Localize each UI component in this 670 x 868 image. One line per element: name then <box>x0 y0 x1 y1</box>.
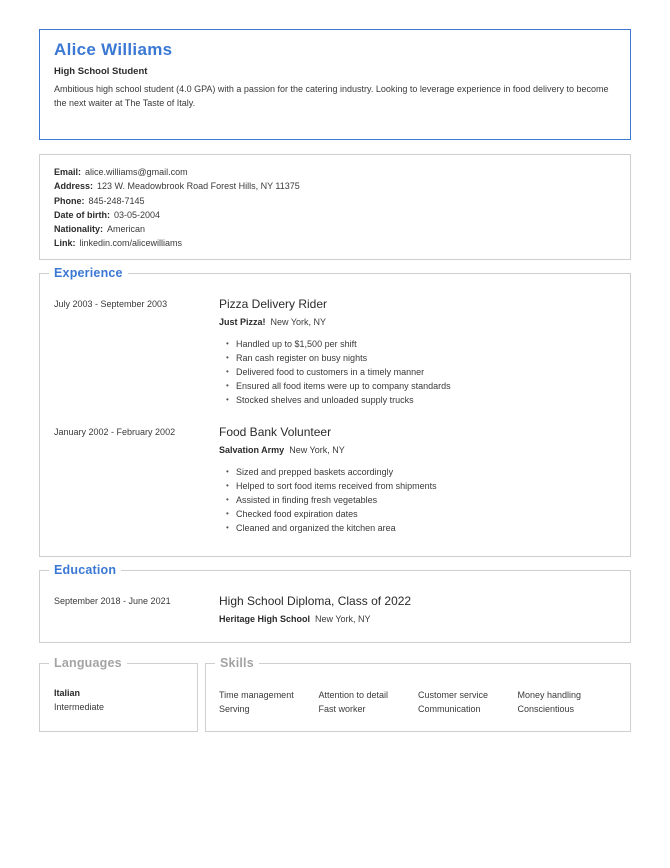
list-item: • Helped to sort food items received from shipments <box>236 479 437 493</box>
contact-email <box>54 165 300 179</box>
phone-value: 845-248-7145 <box>88 195 145 206</box>
nationality-value: American <box>107 224 146 235</box>
skills-grid <box>219 688 617 716</box>
list-item: • Ensured all food items were up to company standards <box>236 379 451 393</box>
contact-dob <box>54 208 300 222</box>
list-item: • Assisted in finding fresh vegetables <box>236 493 437 507</box>
skill-item: Conscientious <box>517 704 575 714</box>
skill-item: Attention to detail <box>318 690 389 700</box>
languages-heading: Languages <box>49 656 127 670</box>
language-level: Intermediate <box>54 702 105 712</box>
contact-link <box>54 236 300 250</box>
link-label: Link: <box>54 238 76 249</box>
candidate-role: High School Student <box>54 66 148 77</box>
dob-value: 03-05-2004 <box>114 209 161 220</box>
job-title: Pizza Delivery Rider <box>219 297 328 311</box>
education-org <box>219 614 371 624</box>
list-item: • Stocked shelves and unloaded supply trucks <box>236 393 451 407</box>
education-school: Heritage High School <box>219 614 311 624</box>
summary-text: Ambitious high school student (4.0 GPA) with a passion for the catering industry. Looking to leverage experience in food delivery to become the next waiter at The Taste of Italy. <box>54 84 609 108</box>
skill-item: Serving <box>219 704 250 714</box>
education-dates: September 2018 - June 2021 <box>54 596 171 606</box>
skill-item: Fast worker <box>318 704 366 714</box>
language-name: Italian <box>54 688 81 698</box>
nationality-label: Nationality: <box>54 224 104 235</box>
list-item: • Handled up to $1,500 per shift <box>236 337 451 351</box>
address-label: Address: <box>54 181 94 192</box>
skill-item: Customer service <box>418 690 489 700</box>
job-title: Food Bank Volunteer <box>219 425 332 439</box>
skill-item: Money handling <box>517 690 582 700</box>
job-org <box>219 445 345 455</box>
skills-section <box>205 656 631 732</box>
contact-address <box>54 179 300 193</box>
job-org <box>219 317 326 327</box>
list-item: • Delivered food to customers in a timely manner <box>236 365 451 379</box>
address-value: 123 W. Meadowbrook Road Forest Hills, NY 11375 <box>97 181 300 192</box>
job-location: New York, NY <box>289 445 345 455</box>
experience-heading: Experience <box>49 266 128 280</box>
education-heading: Education <box>49 563 121 577</box>
email-label: Email: <box>54 167 82 177</box>
job-dates: January 2002 - February 2002 <box>54 427 176 437</box>
header-section <box>39 29 631 140</box>
list-item: • Ran cash register on busy nights <box>236 351 451 365</box>
job-bullets <box>236 337 451 407</box>
contact-phone <box>54 194 300 208</box>
skill-item: Time management <box>219 690 294 700</box>
list-item: • Checked food expiration dates <box>236 507 437 521</box>
education-section <box>39 563 631 643</box>
dob-label: Date of birth: <box>54 209 110 220</box>
job-employer: Just Pizza! <box>219 317 266 327</box>
contact-section <box>39 154 631 260</box>
contact-nationality <box>54 222 300 236</box>
list-item: • Sized and prepped baskets accordingly <box>236 465 437 479</box>
job-dates: July 2003 - September 2003 <box>54 299 168 309</box>
link-value[interactable]: linkedin.com/alicewilliams <box>79 238 183 249</box>
education-degree: High School Diploma, Class of 2022 <box>219 594 412 608</box>
skill-item: Communication <box>418 704 481 714</box>
list-item: • Cleaned and organized the kitchen area <box>236 521 437 535</box>
email-value: alice.williams@gmail.com <box>85 167 188 177</box>
job-employer: Salvation Army <box>219 445 285 455</box>
job-location: New York, NY <box>270 317 327 327</box>
candidate-name: Alice Williams <box>54 40 173 59</box>
phone-label: Phone: <box>54 195 85 206</box>
education-location: New York, NY <box>315 614 371 624</box>
languages-section <box>39 656 198 732</box>
experience-section <box>39 266 631 557</box>
job-bullets <box>236 465 437 535</box>
skills-heading: Skills <box>215 656 259 670</box>
